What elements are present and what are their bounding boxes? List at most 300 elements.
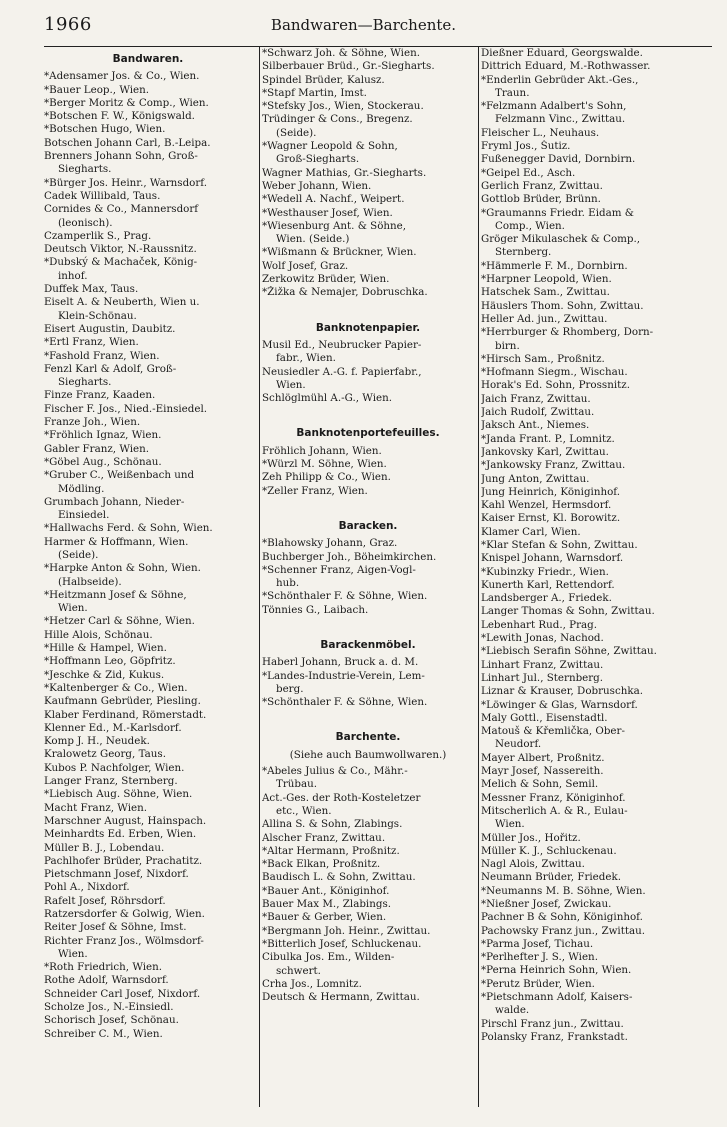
entry-text: *Wißmann & Brückner, Wien. [262,246,417,259]
entry-text: Schneider Carl Josef, Nixdorf. [44,987,201,1000]
entry-text: Spindel Brüder, Kalusz. [262,73,385,86]
directory-entry [262,193,474,206]
section-heading: Banknotenpapier. [315,321,421,334]
entry-text: Jaich Franz, Zwittau. [481,392,591,405]
directory-entry [44,256,252,283]
entry-text: Czamperlik S., Prag. [44,229,152,242]
directory-entry [481,632,715,645]
directory-entry [262,113,474,140]
directory-entry [262,765,474,792]
entry-text: *Göbel Aug., Schönau. [44,455,162,468]
directory-entry [44,536,252,563]
directory-entry [481,539,715,552]
entry-text: Deutsch & Hermann, Zwittau. [262,991,420,1004]
entry-text: *Bauer Ant., Königinhof. [262,884,390,897]
entry-continuation: Comp., Wien. [495,219,565,232]
entry-text: Pachowsky Franz jun., Zwittau. [481,924,646,937]
entry-text: Act.-Ges. der Roth-Kosteletzer [262,791,421,804]
directory-entry [44,403,252,416]
entry-text: Scholze Jos., N.-Einsiedl. [44,1001,174,1014]
directory-entry [44,190,252,203]
directory-entry [481,712,715,725]
column-3 [478,47,715,1107]
entry-continuation: fabr., Wien. [276,352,336,365]
directory-entry [44,642,252,655]
entry-text: Schlöglmühl A.-G., Wien. [262,392,392,405]
directory-entry [262,366,474,393]
directory-entry [481,459,715,472]
directory-entry [481,858,715,871]
entry-text: Kaufmann Gebrüder, Piesling. [44,695,201,708]
entry-text: *Hille & Hampel, Wien. [44,642,167,655]
directory-entry [44,908,252,921]
directory-entry [262,898,474,911]
entry-text: *Botschen F. W., Königswald. [44,110,195,123]
directory-entry [44,243,252,256]
directory-entry [44,203,252,230]
page-number: 1966 [44,14,92,35]
directory-entry [481,379,715,392]
entry-text: Baudisch L. & Sohn, Zwittau. [262,871,416,884]
directory-entry [44,815,252,828]
directory-entry [481,725,715,752]
entry-text: *Blahowsky Johann, Graz. [262,537,398,550]
entry-text: Klamer Carl, Wien. [481,525,581,538]
directory-entry [481,153,715,166]
entry-text: Neusiedler A.-G. f. Papierfabr., [262,365,422,378]
entry-text: Duffek Max, Taus. [44,283,139,296]
section-heading: Barchente. [335,731,401,744]
directory-entry [44,389,252,402]
entry-text: *Herrburger & Rhomberg, Dorn- [481,326,654,339]
directory-entry [262,220,474,247]
entry-text: Reiter Josef & Söhne, Imst. [44,921,187,934]
entry-text: Cibulka Jos. Em., Wilden- [262,951,395,964]
entry-text: Hatschek Sam., Zwittau. [481,286,610,299]
entry-text: Allina S. & Sohn, Zlabings. [262,818,403,831]
directory-entry [481,74,715,101]
entry-continuation: etc., Wien. [276,804,332,817]
entry-text: Messner Franz, Königinhof. [481,791,626,804]
entry-continuation: Sternberg. [495,246,552,259]
entry-text: *Graumanns Friedr. Eidam & [481,206,634,219]
entry-text: *Harpke Anton & Sohn, Wien. [44,562,201,575]
entry-text: Langer Thomas & Sohn, Zwittau. [481,605,655,618]
directory-entry [481,366,715,379]
directory-entry [262,458,474,471]
entry-text: *Bergmann Joh. Heinr., Zwittau. [262,924,431,937]
directory-entry [481,566,715,579]
entry-text: Pietschmann Josef, Nixdorf. [44,868,189,881]
directory-entry [481,871,715,884]
directory-entry [481,499,715,512]
entry-text: Landsberger A., Friedek. [481,592,612,605]
entry-text: *Hetzer Carl & Söhne, Wien. [44,615,195,628]
entry-text: Bauer Max M., Zlabings. [262,898,392,911]
entry-text: *Hallwachs Ferd. & Sohn, Wien. [44,522,213,535]
entry-text: *Kaltenberger & Co., Wien. [44,681,188,694]
directory-entry [44,762,252,775]
directory-entry [481,699,715,712]
entry-text: Linhart Jul., Sternberg. [481,671,604,684]
entry-continuation: Siegharts. [58,163,112,176]
directory-entry [481,473,715,486]
entry-text: Kunerth Karl, Rettendorf. [481,578,615,591]
entry-continuation: Siegharts. [58,376,112,389]
entry-text: *Berger Moritz & Comp., Wien. [44,96,209,109]
entry-text: Häuslers Thom. Sohn, Zwittau. [481,299,644,312]
entry-text: Macht Franz, Wien. [44,801,147,814]
entry-text: *Dubský & Machaček, König- [44,256,198,269]
entry-text: *Enderlin Gebrüder Akt.-Ges., [481,73,639,86]
entry-text: Silberbauer Brüd., Gr.-Siegharts. [262,60,435,73]
entry-text: Fleischer L., Neuhaus. [481,126,600,139]
entry-text: *Jankowsky Franz, Zwittau. [481,459,626,472]
directory-entry [481,845,715,858]
entry-text: *Landes-Industrie-Verein, Lem- [262,669,425,682]
directory-entry [481,233,715,260]
directory-entry [44,788,252,801]
entry-text: *Perna Heinrich Sohn, Wien. [481,964,632,977]
directory-entry [262,167,474,180]
directory-entry [44,974,252,987]
entry-continuation: birn. [495,339,520,352]
entry-text: *Felzmann Adalbert's Sohn, [481,100,627,113]
entry-text: Wolf Josef, Graz. [262,259,349,272]
directory-entry [481,47,715,60]
entry-text: Horak's Ed. Sohn, Prossnitz. [481,379,630,392]
directory-entry [44,496,252,523]
directory-entry [481,486,715,499]
entry-text: Gabler Franz, Wien. [44,442,150,455]
directory-entry [44,921,252,934]
entry-text: Weber Johann, Wien. [262,179,372,192]
entry-text: Brenners Johann Sohn, Groß- [44,150,198,163]
directory-entry [262,273,474,286]
entry-continuation: Klein-Schönau. [58,309,137,322]
entry-text: *Fröhlich Ignaz, Wien. [44,429,162,442]
directory-entry [44,363,252,390]
directory-entry [44,296,252,323]
directory-entry [262,590,474,603]
directory-entry [44,868,252,881]
entry-text: *Jeschke & Zid, Kukus. [44,668,165,681]
entry-text: Botschen Johann Carl, B.-Leipa. [44,136,211,149]
entry-text: Klenner Ed., M.-Karlsdorf. [44,721,182,734]
directory-entry [44,988,252,1001]
directory-entry [481,752,715,765]
directory-entry [481,832,715,845]
entry-text: Knispel Johann, Warnsdorf. [481,552,624,565]
directory-entry [481,619,715,632]
directory-entry [481,433,715,446]
directory-entry [481,672,715,685]
directory-entry [44,655,252,668]
directory-entry [44,682,252,695]
section-heading: Banknotenportefeuilles. [296,427,440,440]
directory-entry [44,70,252,83]
entry-text: *Klar Stefan & Sohn, Zwittau. [481,538,638,551]
directory-entry [481,140,715,153]
entry-text: *Liebisch Aug. Söhne, Wien. [44,788,193,801]
directory-entry [44,336,252,349]
directory-entry [262,832,474,845]
directory-entry [44,629,252,642]
directory-entry [44,1014,252,1027]
entry-continuation: Traun. [495,86,530,99]
directory-entry [481,552,715,565]
entry-text: Fischer F. Jos., Nied.-Einsiedel. [44,402,208,415]
entry-text: Nagl Alois, Zwittau. [481,858,585,871]
directory-entry [481,898,715,911]
entry-text: Harmer & Hoffmann, Wien. [44,535,189,548]
directory-entry [262,564,474,591]
entry-text: Pachlhofer Brüder, Prachatitz. [44,854,203,867]
entry-text: Crha Jos., Lomnitz. [262,977,362,990]
directory-entry [481,326,715,353]
entry-text: Liznar & Krauser, Dobruschka. [481,685,643,698]
entry-text: Grumbach Johann, Nieder- [44,495,185,508]
entry-text: *Schönthaler F. & Söhne, Wien. [262,696,428,709]
entry-text: Jankovsky Karl, Zwittau. [481,445,609,458]
entry-text: *Adensamer Jos. & Co., Wien. [44,70,200,83]
entry-continuation: Einsiedel. [58,509,110,522]
directory-entry [262,885,474,898]
directory-entry [481,406,715,419]
directory-entry [262,60,474,73]
entry-text: Jaksch Ant., Niemes. [481,419,590,432]
directory-entry [481,964,715,977]
directory-entry [481,127,715,140]
entry-text: Jung Heinrich, Königinhof. [481,485,621,498]
directory-entry [481,526,715,539]
directory-entry [44,177,252,190]
entry-text: Jung Anton, Zwittau. [481,472,590,485]
entry-text: Eisert Augustin, Daubitz. [44,322,176,335]
entry-text: Dießner Eduard, Georgswalde. [481,47,643,59]
entry-text: Linhart Franz, Zwittau. [481,658,604,671]
entry-text: Müller K. J., Schluckenau. [481,844,617,857]
entry-text: *Heitzmann Josef & Söhne, [44,588,187,601]
entry-text: Melich & Sohn, Semil. [481,778,599,791]
entry-text: Wagner Mathias, Gr.-Siegharts. [262,166,427,179]
directory-entry [262,792,474,819]
entry-text: Pirschl Franz jun., Zwittau. [481,1017,624,1030]
entry-text: *Neumanns M. B. Söhne, Wien. [481,884,646,897]
directory-entry [481,207,715,234]
entry-text: Haberl Johann, Bruck a. d. M. [262,656,419,669]
entry-text: *Kubinzky Friedr., Wien. [481,565,609,578]
entry-continuation: berg. [276,682,304,695]
entry-text: Müller Jos., Hořitz. [481,831,581,844]
directory-entry [262,938,474,951]
directory-entry [262,871,474,884]
directory-entry [262,74,474,87]
entry-text: *Liebisch Serafin Söhne, Zwittau. [481,645,657,658]
entry-continuation: schwert. [276,964,321,977]
entry-text: *Zeller Franz, Wien. [262,484,368,497]
entry-text: Lebenhart Rud., Prag. [481,618,598,631]
directory-entry [481,778,715,791]
entry-text: Pachner B & Sohn, Königinhof. [481,911,643,924]
column-1 [44,47,252,1107]
directory-entry [44,828,252,841]
directory-entry [44,350,252,363]
entry-text: Musil Ed., Neubrucker Papier- [262,338,422,351]
entry-text: *Žižka & Nemajer, Dobruschka. [262,286,428,299]
entry-text: Cadek Willibald, Taus. [44,189,161,202]
entry-text: *Nießner Josef, Zwickau. [481,898,612,910]
directory-entry [481,765,715,778]
section-heading: Bandwaren. [112,53,184,65]
directory-entry [262,978,474,991]
entry-text: Mayer Albert, Proßnitz. [481,751,605,764]
entry-continuation: Groß-Siegharts. [276,153,360,166]
entry-text: Rothe Adolf, Warnsdorf. [44,974,169,987]
directory-entry [262,100,474,113]
directory-entry [481,579,715,592]
entry-continuation: Wien. (Seide.) [276,233,350,246]
entry-text: Pohl A., Nixdorf. [44,881,130,894]
directory-entry [481,925,715,938]
section-heading: Baracken. [338,519,398,532]
entry-text: *Janda Frant. P., Lomnitz. [481,432,615,445]
directory-entry [481,286,715,299]
entry-text: Langer Franz, Sternberg. [44,775,178,788]
directory-entry [262,246,474,259]
entry-text: Gröger Mikulaschek & Comp., [481,233,641,246]
entry-text: *Wagner Leopold & Sohn, [262,140,398,153]
directory-entry [44,589,252,616]
section-heading: Barackenmöbel. [320,638,416,651]
entry-text: Kralowetz Georg, Taus. [44,748,166,761]
directory-entry [44,522,252,535]
directory-entry [262,47,474,60]
entry-text: Schreiber C. M., Wien. [44,1027,163,1040]
directory-entry [481,805,715,832]
entry-continuation: Felzmann Vinc., Zwittau. [495,113,626,126]
entry-text: Cornides & Co., Mannersdorf [44,203,199,216]
directory-entry [481,353,715,366]
entry-continuation: Neudorf. [495,738,542,751]
entry-text: Alscher Franz, Zwittau. [262,831,386,844]
entry-text: *Bauer Leop., Wien. [44,83,150,96]
entry-text: Maly Gottl., Eisenstadtl. [481,711,608,724]
entry-continuation: (Seide). [276,126,317,139]
directory-entry [481,1018,715,1031]
entry-text: *Hofmann Siegm., Wischau. [481,366,628,379]
directory-entry [44,137,252,150]
directory-entry [44,429,252,442]
directory-entry [262,951,474,978]
entry-text: *Stapf Martin, Imst. [262,86,367,99]
directory-entry [44,961,252,974]
entry-text: *Wedell A. Nachf., Weipert. [262,193,405,206]
entry-text: *Würzl M. Söhne, Wien. [262,458,387,471]
entry-text: *Perutz Brüder, Wien. [481,977,595,990]
entry-text: *Hämmerle F. M., Dornbirn. [481,259,628,272]
entry-text: *Altar Hermann, Proßnitz. [262,844,400,857]
entry-continuation: (leonisch). [58,216,113,229]
directory-entry [262,87,474,100]
directory-entry [481,512,715,525]
directory-entry [262,696,474,709]
directory-entry [481,605,715,618]
entry-text: *Wiesenburg Ant. & Söhne, [262,219,407,232]
directory-entry [481,419,715,432]
directory-entry [481,991,715,1018]
directory-entry [44,842,252,855]
entry-text: Deutsch Viktor, N.-Raussnitz. [44,243,197,256]
directory-entry [44,615,252,628]
entry-continuation: Wien. [58,947,88,960]
directory-entry [262,551,474,564]
directory-entry [44,1001,252,1014]
directory-entry [481,180,715,193]
entry-text: *Parma Josef, Tichau. [481,937,594,950]
directory-entry [44,735,252,748]
entry-text: Trüdinger & Cons., Bregenz. [262,113,413,126]
directory-entry [262,991,474,1004]
directory-entry [262,858,474,871]
entry-text: Komp J. H., Neudek. [44,735,150,748]
directory-entry [44,456,252,469]
entry-text: Zerkowitz Brüder, Wien. [262,273,390,286]
directory-entry [44,123,252,136]
directory-entry [481,685,715,698]
entry-text: *Geipel Ed., Asch. [481,166,576,179]
entry-text: Ratzersdorfer & Golwig, Wien. [44,908,205,920]
entry-text: *Schönthaler F. & Söhne, Wien. [262,590,428,603]
directory-entry [481,300,715,313]
directory-entry [262,670,474,697]
directory-entry [262,286,474,299]
directory-entry [44,562,252,589]
directory-entry [481,885,715,898]
entry-text: *Pietschmann Adolf, Kaisers- [481,991,633,1004]
directory-entry [481,313,715,326]
directory-entry [44,443,252,456]
directory-entry [262,339,474,366]
directory-entry [44,84,252,97]
directory-entry [481,273,715,286]
entry-text: Richter Franz Jos., Wölmsdorf- [44,934,204,947]
entry-continuation: Wien. [58,602,88,615]
directory-entry [44,1028,252,1041]
entry-text: Mitscherlich A. & R., Eulau- [481,804,628,817]
entry-continuation: inhof. [58,269,88,282]
entry-text: Matouš & Křemlička, Ober- [481,725,625,738]
entry-text: Müller B. J., Lobendau. [44,841,165,854]
entry-text: Gottlob Brüder, Brünn. [481,193,601,206]
entry-text: Fußenegger David, Dornbirn. [481,153,636,166]
entry-continuation: hub. [276,577,300,590]
directory-entry [44,855,252,868]
entry-text: Kahl Wenzel, Hermsdorf. [481,499,612,512]
entry-text: *Fashold Franz, Wien. [44,349,160,362]
entry-continuation: (Halbseide). [58,575,122,588]
directory-entry [481,938,715,951]
directory-entry [481,951,715,964]
entry-text: Klaber Ferdinand, Römerstadt. [44,708,207,721]
entry-text: Jaich Rudolf, Zwittau. [481,406,595,419]
entry-text: Hille Alois, Schönau. [44,628,153,641]
directory-entry [262,604,474,617]
directory-entry [44,110,252,123]
entry-text: Fryml Jos., Šutiz. [481,140,571,153]
entry-text: *Schwarz Joh. & Söhne, Wien. [262,47,420,59]
directory-entry [262,485,474,498]
